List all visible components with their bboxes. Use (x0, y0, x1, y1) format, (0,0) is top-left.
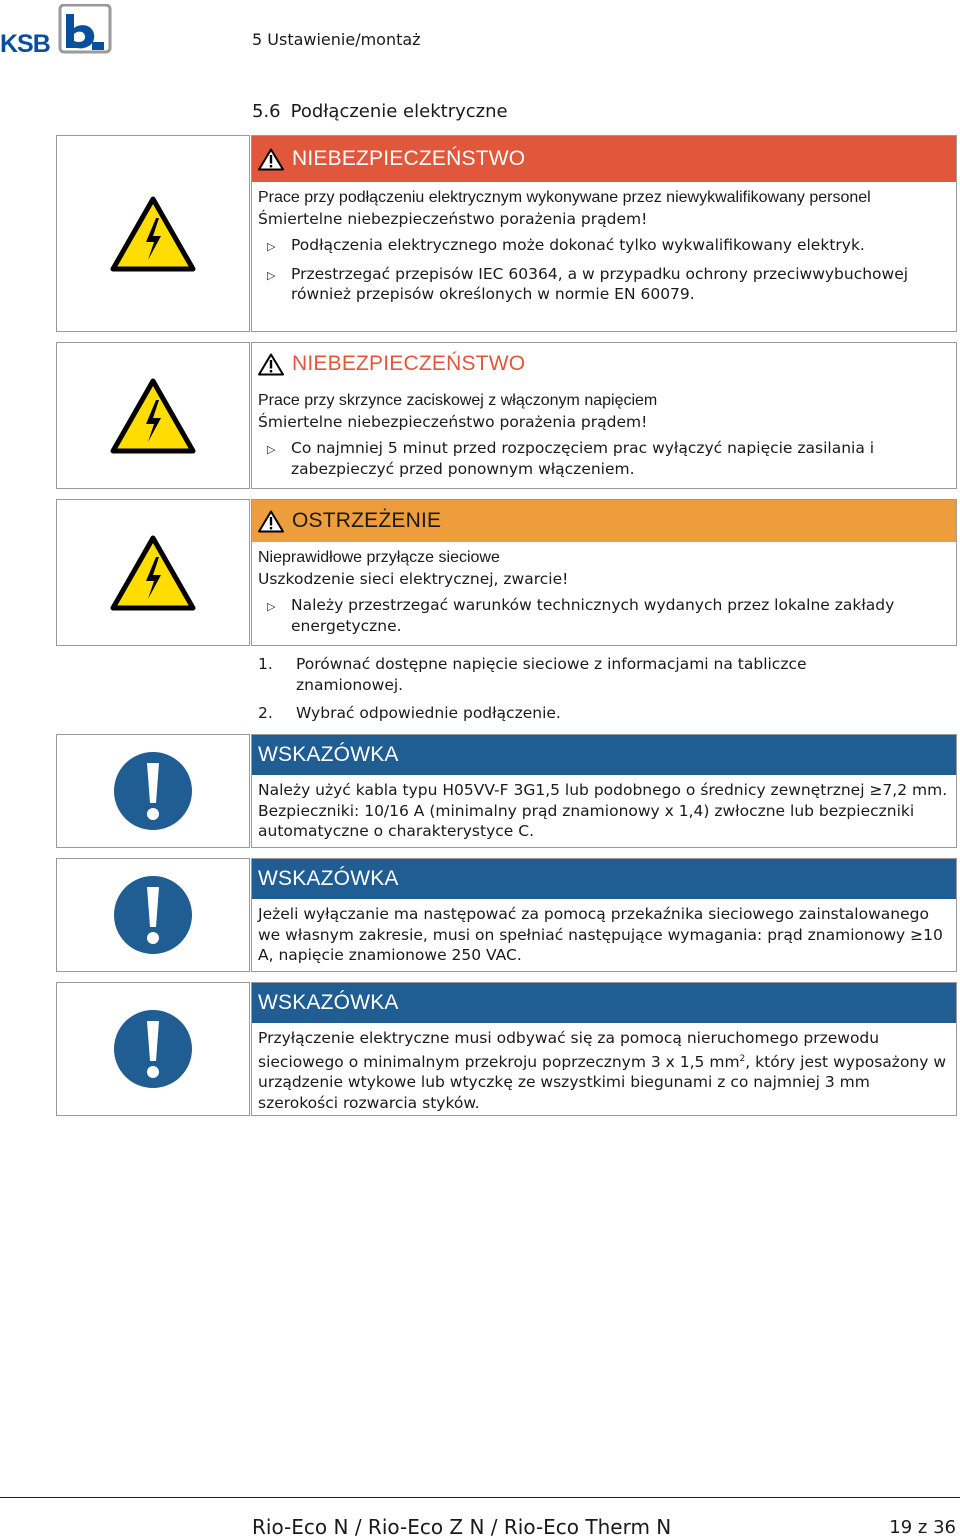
bullet-text: Przestrzegać przepisów IEC 60364, a w przypadku ochrony przeciwwybuchowej również przepisów określonych w normie EN 60079. (291, 264, 909, 303)
notice-body (252, 182, 956, 311)
notice-icon-box (56, 982, 250, 1116)
notice-consequence: Śmiertelne niebezpieczeństwo porażenia prądem! (258, 209, 648, 228)
notice-header (252, 983, 956, 1023)
bullet-text: Podłączenia elektrycznego może dokonać tylko wykwalifikowany elektryk. (291, 236, 865, 254)
notice-subject: Nieprawidłowe przyłącze sieciowe (258, 549, 500, 566)
section-title-text: Podłączenie elektryczne (290, 101, 508, 122)
list-item (258, 438, 950, 479)
ksb-logo (0, 4, 112, 58)
notice-heading: OSTRZEŻENIE (292, 509, 442, 532)
superscript: 2 (739, 1053, 746, 1064)
note-text: Jeżeli wyłączanie ma następować za pomocą przekaźnika sieciowego zainstalowanego we własnym zakresie, musi on spełniać następujące wymagania: prąd znamionowy ≥10 A, napięcie znamionowe 250 VAC. (258, 905, 943, 964)
note-text (258, 1028, 950, 1113)
note-notice (251, 858, 957, 972)
hazard-icon-box (56, 342, 250, 489)
step-text: Wybrać odpowiednie podłączenie. (296, 704, 561, 722)
hazard-icon-box (56, 499, 250, 646)
notice-body (252, 775, 956, 848)
notice-body (252, 1023, 956, 1119)
note-notice (251, 982, 957, 1116)
step-text: Porównać dostępne napięcie sieciowe z informacjami na tabliczce znamionowej. (296, 655, 807, 694)
page-number: 19 z 36 (889, 1517, 956, 1538)
step-list (258, 654, 878, 732)
footer-title: Rio-Eco N / Rio-Eco Z N / Rio-Eco Therm N (252, 1515, 672, 1539)
notice-header (252, 136, 956, 182)
list-item (258, 595, 950, 636)
notice-header (252, 859, 956, 899)
danger-notice (251, 135, 957, 332)
warning-triangle-icon (258, 148, 284, 171)
notice-subject: Prace przy podłączeniu elektrycznym wykonywane przez niewykwalifikowany personel (258, 189, 871, 206)
note-notice (251, 734, 957, 848)
mandatory-notice-icon (111, 1007, 195, 1091)
danger-notice (251, 342, 957, 489)
bullet-text: Co najmniej 5 minut przed rozpoczęciem prac wyłączyć napięcie zasilania i zabezpieczyć przed ponownym włączeniem. (291, 439, 875, 478)
warning-triangle-icon (258, 353, 284, 376)
mandatory-notice-icon (111, 749, 195, 833)
logo-text: KSB (0, 30, 50, 58)
notice-heading: WSKAZÓWKA (258, 867, 399, 890)
notice-header (252, 735, 956, 775)
notice-body (252, 542, 956, 642)
notice-heading: NIEBEZPIECZEŃSTWO (292, 352, 526, 375)
list-item (258, 264, 950, 305)
bullet-text: Należy przestrzegać warunków technicznych wydanych przez lokalne zakłady energetyczne. (291, 596, 895, 635)
notice-header (252, 343, 956, 385)
triangle-bullet-icon: ▷ (267, 600, 276, 613)
notice-icon-box (56, 734, 250, 848)
notice-body (252, 385, 956, 485)
notice-consequence: Uszkodzenie sieci elektrycznej, zwarcie! (258, 569, 569, 588)
notice-heading: NIEBEZPIECZEŃSTWO (292, 147, 526, 170)
hazard-icon-box (56, 135, 250, 332)
note-text: Należy użyć kabla typu H05VV-F 3G1,5 lub podobnego o średnicy zewnętrznej ≥7,2 mm. Bezpieczniki: 10/16 A (minimalny prąd znamionowy x 1,4) zwłoczne lub bezpieczniki automatyczne o charakterystyce C. (258, 781, 948, 840)
triangle-bullet-icon: ▷ (267, 443, 276, 456)
warning-triangle-icon (258, 510, 284, 533)
step-number: 2. (258, 704, 273, 722)
notice-body (252, 899, 956, 972)
ksb-logo-icon (58, 4, 112, 54)
notice-header (252, 500, 956, 542)
triangle-bullet-icon: ▷ (267, 240, 276, 253)
section-number: 5.6 (252, 101, 281, 122)
notice-subject: Prace przy skrzynce zaciskowej z włączonym napięciem (258, 392, 658, 409)
electric-hazard-icon (110, 378, 196, 454)
step-number: 1. (258, 655, 273, 673)
note-text-part: , który jest wyposażony w urządzenie wtykowe lub wtyczkę ze wszystkimi biegunami z co najmniej 3 mm szerokości rozwarcia styków. (258, 1052, 947, 1112)
electric-hazard-icon (110, 196, 196, 272)
footer-divider (0, 1497, 960, 1498)
list-item (258, 654, 878, 695)
triangle-bullet-icon: ▷ (267, 268, 276, 282)
section-title (252, 101, 508, 122)
mandatory-notice-icon (111, 873, 195, 957)
note-text-part: Przyłączenie elektryczne musi odbywać się za pomocą nieruchomego przewodu sieciowego o minimalnym przekroju poprzecznym 3 x 1,5 mm (258, 1029, 880, 1071)
notice-consequence: Śmiertelne niebezpieczeństwo porażenia prądem! (258, 412, 648, 431)
notice-heading: WSKAZÓWKA (258, 991, 399, 1014)
chapter-header: 5 Ustawienie/montaż (252, 30, 421, 49)
list-item (258, 235, 950, 258)
list-item (258, 703, 878, 724)
electric-hazard-icon (110, 535, 196, 611)
warning-notice (251, 499, 957, 646)
notice-heading: WSKAZÓWKA (258, 743, 399, 766)
notice-icon-box (56, 858, 250, 972)
